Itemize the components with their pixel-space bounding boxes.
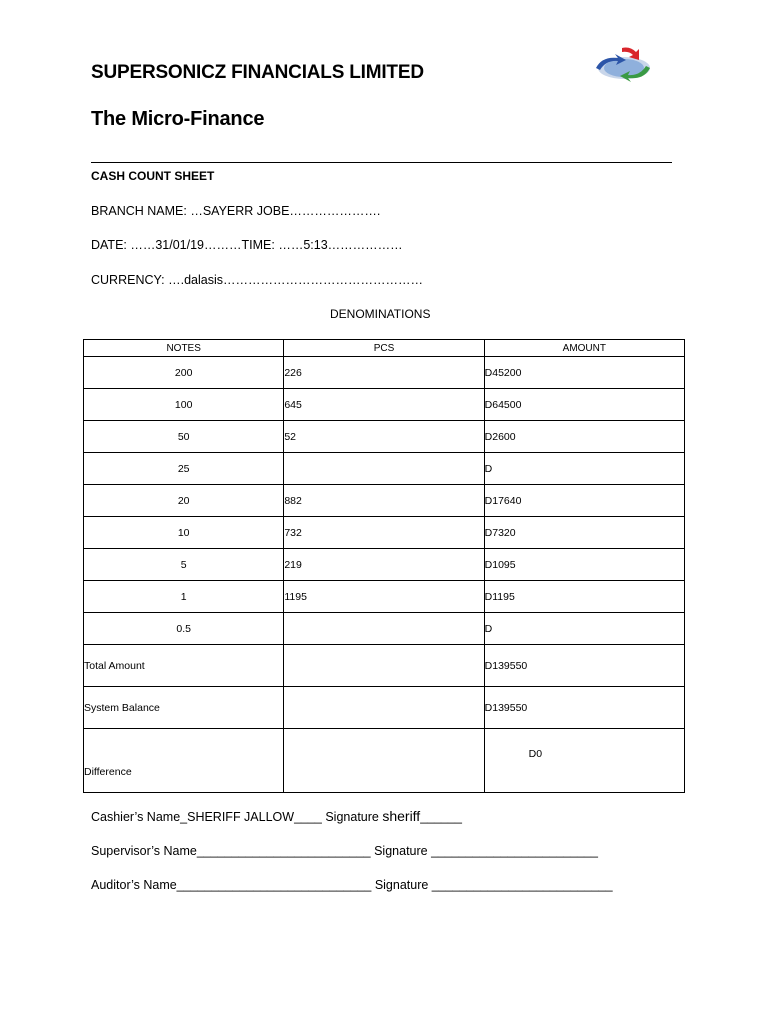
notes-cell: 5 bbox=[84, 549, 284, 581]
cashier-name-text: Cashier’s Name_SHERIFF JALLOW____ Signature bbox=[91, 810, 383, 824]
total-amount-value: D139550 bbox=[484, 645, 684, 687]
pcs-cell bbox=[284, 613, 484, 645]
table-row bbox=[84, 613, 685, 645]
table-row bbox=[84, 421, 685, 453]
amount-cell: D7320 bbox=[484, 517, 684, 549]
amount-cell: D bbox=[484, 453, 684, 485]
system-balance-pcs-cell bbox=[284, 687, 484, 729]
amount-cell: D1095 bbox=[484, 549, 684, 581]
total-amount-row bbox=[84, 645, 685, 687]
notes-cell: 100 bbox=[84, 389, 284, 421]
difference-label: Difference bbox=[84, 729, 284, 793]
total-amount-label: Total Amount bbox=[84, 645, 284, 687]
system-balance-value: D139550 bbox=[484, 687, 684, 729]
pcs-cell: 882 bbox=[284, 485, 484, 517]
branch-name-field: BRANCH NAME: …SAYERR JOBE…………………. bbox=[91, 204, 381, 218]
notes-cell: 20 bbox=[84, 485, 284, 517]
table-row bbox=[84, 549, 685, 581]
table-row bbox=[84, 517, 685, 549]
cashier-signature-blank: ______ bbox=[420, 810, 462, 824]
header-divider bbox=[91, 162, 672, 163]
amount-cell: D bbox=[484, 613, 684, 645]
system-balance-row bbox=[84, 687, 685, 729]
auditor-signature-line: Auditor’s Name____________________________ Signature __________________________ bbox=[91, 878, 613, 892]
notes-cell: 200 bbox=[84, 357, 284, 389]
cashier-signature-line bbox=[91, 808, 462, 824]
difference-pcs-cell bbox=[284, 729, 484, 793]
table-header-row bbox=[84, 340, 685, 357]
table-row bbox=[84, 453, 685, 485]
amount-cell: D2600 bbox=[484, 421, 684, 453]
cashier-handwritten-signature: sheriff bbox=[382, 808, 421, 824]
table-row bbox=[84, 389, 685, 421]
globe-arrows-logo-icon bbox=[588, 44, 658, 84]
notes-cell: 50 bbox=[84, 421, 284, 453]
notes-column-header: NOTES bbox=[84, 340, 284, 357]
pcs-cell: 52 bbox=[284, 421, 484, 453]
notes-cell: 25 bbox=[84, 453, 284, 485]
pcs-cell bbox=[284, 453, 484, 485]
notes-cell: 10 bbox=[84, 517, 284, 549]
company-subtitle: The Micro-Finance bbox=[91, 108, 265, 130]
sheet-title: CASH COUNT SHEET bbox=[91, 169, 215, 183]
company-name: SUPERSONICZ FINANCIALS LIMITED bbox=[91, 62, 424, 83]
table-row bbox=[84, 485, 685, 517]
currency-field: CURRENCY: ….dalasis………………………………………… bbox=[91, 273, 423, 287]
amount-cell: D64500 bbox=[484, 389, 684, 421]
system-balance-label: System Balance bbox=[84, 687, 284, 729]
cash-count-table bbox=[83, 339, 685, 793]
amount-cell: D17640 bbox=[484, 485, 684, 517]
pcs-cell: 732 bbox=[284, 517, 484, 549]
notes-cell: 1 bbox=[84, 581, 284, 613]
table-row bbox=[84, 581, 685, 613]
pcs-cell: 219 bbox=[284, 549, 484, 581]
amount-cell: D45200 bbox=[484, 357, 684, 389]
date-time-field: DATE: ……31/01/19………TIME: ……5:13……………… bbox=[91, 238, 403, 252]
difference-value: D0 bbox=[484, 729, 684, 793]
supervisor-signature-line: Supervisor’s Name_________________________ Signature ________________________ bbox=[91, 844, 598, 858]
pcs-cell: 226 bbox=[284, 357, 484, 389]
pcs-cell: 1195 bbox=[284, 581, 484, 613]
table-row bbox=[84, 357, 685, 389]
pcs-cell: 645 bbox=[284, 389, 484, 421]
notes-cell: 0.5 bbox=[84, 613, 284, 645]
pcs-column-header: PCS bbox=[284, 340, 484, 357]
denominations-heading: DENOMINATIONS bbox=[330, 307, 431, 321]
amount-cell: D1195 bbox=[484, 581, 684, 613]
amount-column-header: AMOUNT bbox=[484, 340, 684, 357]
difference-row bbox=[84, 729, 685, 793]
total-amount-pcs-cell bbox=[284, 645, 484, 687]
